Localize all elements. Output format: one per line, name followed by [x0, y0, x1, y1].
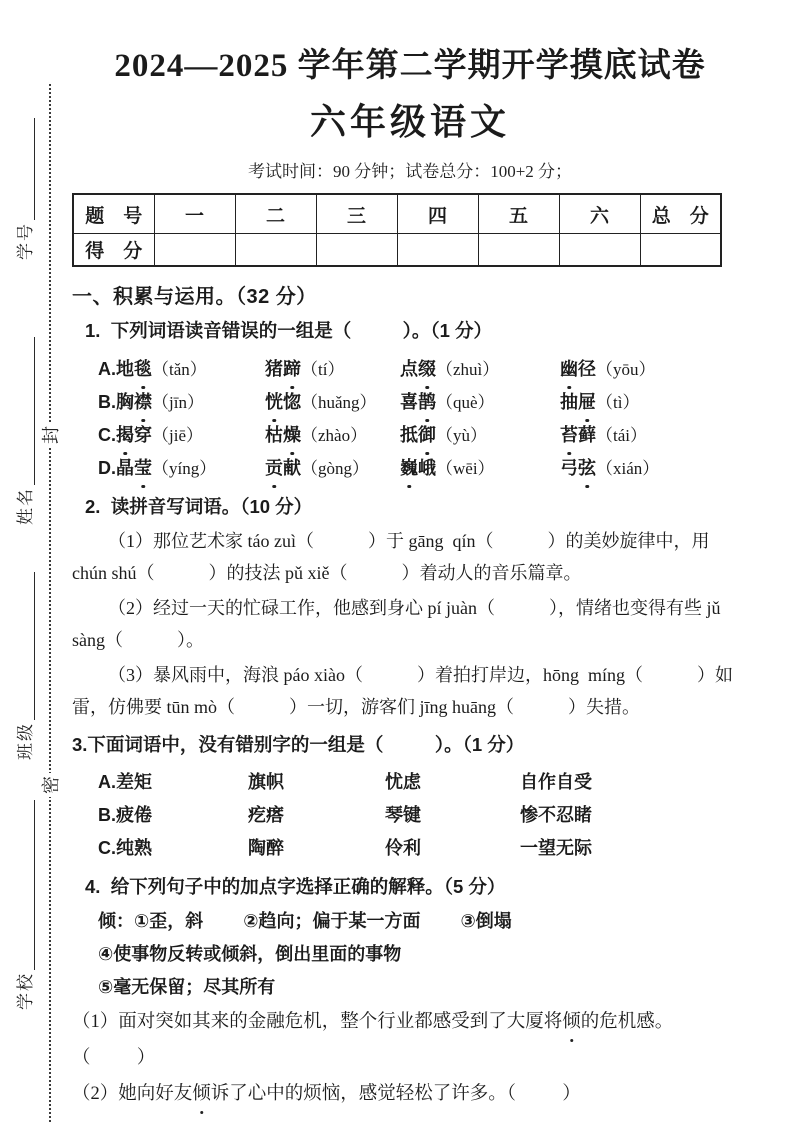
- dotted-char: 巍: [400, 452, 418, 485]
- dotted-char: 鹊: [418, 386, 436, 419]
- dotted-char: 莹: [134, 452, 152, 485]
- word-post: 惚: [283, 392, 301, 413]
- word-plain: B.疲倦: [98, 805, 152, 826]
- word-pre: 弓: [560, 458, 578, 479]
- word-post: 峨: [418, 458, 436, 479]
- field-label: 班级: [16, 722, 36, 760]
- word-item: [400, 353, 560, 386]
- word-pre: 猪: [265, 359, 283, 380]
- field-label: 姓名: [16, 487, 36, 525]
- pinyin: （tái）: [596, 426, 647, 446]
- pinyin: （tí）: [301, 360, 345, 380]
- pinyin: （què）: [436, 393, 495, 413]
- score-header-cell: 四: [397, 194, 478, 234]
- word-pre: 枯: [265, 425, 283, 446]
- word-pre: A.地: [98, 359, 134, 380]
- score-table-score-row: [73, 234, 721, 267]
- q1-option-row-c: [98, 419, 748, 452]
- word-item: [560, 419, 748, 452]
- q2-stem: 2. 读拼音写词语。（10 分）: [85, 496, 313, 518]
- dotted-char: 幽: [560, 353, 578, 386]
- pinyin: （zhào）: [301, 426, 368, 446]
- field-student-name: [12, 329, 38, 525]
- dotted-char: 倾: [562, 1006, 581, 1039]
- word-post: 径: [578, 359, 596, 380]
- dotted-char: 蹄: [283, 353, 301, 386]
- dotted-char: 恍: [265, 386, 283, 419]
- field-blank-line: [18, 118, 35, 220]
- pinyin: （yōu）: [596, 360, 656, 380]
- word-plain: 疙瘩: [248, 805, 284, 826]
- q2-paragraph-3: （3）暴风雨中，海浪 páo xiào（ ）着拍打岸边，hōng míng（ ）如雷，仿佛要 tūn mò（ ）一切，游客们 jīng huāng（ ）失措。: [72, 665, 733, 718]
- word-item: [265, 452, 400, 485]
- q3-option-row-c: [98, 832, 748, 865]
- field-label: 学校: [16, 972, 36, 1010]
- dotted-char: 毯: [134, 353, 152, 386]
- pinyin: （gòng）: [301, 459, 369, 479]
- word-item: [560, 386, 748, 419]
- word-item: [400, 386, 560, 419]
- word-plain: 自作自受: [520, 772, 592, 793]
- sentence-pre: （1）面对突如其来的金融危机，整个行业都感受到了大厦将: [72, 1012, 563, 1033]
- pinyin: （yù）: [436, 426, 487, 446]
- word-plain: 伶利: [385, 838, 421, 859]
- word-pre: B.胸: [98, 392, 134, 413]
- word-item: [98, 386, 265, 419]
- exam-subtitle: 六年级语文: [309, 102, 510, 143]
- field-class: [12, 564, 38, 760]
- score-header-cell: 总 分: [640, 194, 721, 234]
- word-item: [560, 353, 748, 386]
- word-post: 藓: [578, 425, 596, 446]
- word-post: 献: [283, 458, 301, 479]
- word-item: [265, 386, 400, 419]
- q2-paragraph-1: （1）那位艺术家 táo zuì（ ）于 gāng qín（ ）的美妙旋律中，用 chún shú（ ）的技法 pǔ xiě（ ）着动人的音乐篇章。: [72, 531, 714, 584]
- pinyin: （wēi）: [436, 459, 495, 479]
- word-item: [98, 419, 265, 452]
- q4-sentence-1: [72, 1006, 748, 1039]
- score-table: [72, 193, 722, 267]
- score-header-cell: 一: [154, 194, 235, 234]
- dotted-char: 贡: [265, 452, 283, 485]
- field-school: [12, 790, 38, 1010]
- dotted-char: 屉: [578, 386, 596, 419]
- word-item: [400, 419, 560, 452]
- q4-sentence-2: [72, 1078, 748, 1111]
- word-item: [265, 353, 400, 386]
- word-item: [560, 452, 748, 485]
- exam-body: [72, 46, 748, 1111]
- q3-option-row-a: [98, 766, 748, 799]
- word-pre: C.: [98, 425, 116, 446]
- score-input-cell: [397, 234, 478, 267]
- word-plain: 一望无际: [520, 838, 592, 859]
- word-pre: 抵: [400, 425, 418, 446]
- section-heading: 一、积累与运用。（32 分）: [72, 286, 317, 309]
- page-title: 2024—2025 学年第二学期开学摸底试卷: [114, 48, 706, 84]
- sentence-pre: （2）她向好友: [72, 1084, 193, 1105]
- q4-definition-line-2: ④使事物反转或倾斜，倒出里面的事物: [98, 944, 402, 965]
- word-item: [98, 452, 265, 485]
- q2-paragraph-2: （2）经过一天的忙碌工作，他感到身心 pí juàn（ ），情绪也变得有些 jǔ sàng（ ）。: [72, 598, 725, 651]
- score-input-cell: [154, 234, 235, 267]
- seal-margin: [0, 0, 64, 1122]
- seal-dotted-line: [49, 84, 51, 1122]
- word-pre: 喜: [400, 392, 418, 413]
- dotted-char: 揭: [116, 419, 134, 452]
- pinyin: （yíng）: [152, 459, 217, 479]
- word-item: [265, 419, 400, 452]
- word-post: 穿: [134, 425, 152, 446]
- q3-option-row-b: [98, 799, 748, 832]
- field-blank-line: [18, 800, 35, 970]
- dotted-char: 苔: [560, 419, 578, 452]
- seal-char-mi: 密: [39, 773, 63, 797]
- seal-char-feng: 封: [39, 423, 63, 447]
- sentence-post: 诉了心中的烦恼，感觉轻松了许多。（ ）: [210, 1084, 581, 1105]
- q1-option-row-d: [98, 452, 748, 485]
- pinyin: （xián）: [596, 459, 660, 479]
- dotted-char: 襟: [134, 386, 152, 419]
- word-plain: A.差矩: [98, 772, 152, 793]
- word-pre: 点: [400, 359, 418, 380]
- score-input-cell: [235, 234, 316, 267]
- q4-stem: 4. 给下列句子中的加点字选择正确的解释。（5 分）: [85, 876, 506, 898]
- field-blank-line: [18, 572, 35, 720]
- word-plain: 忧虑: [385, 772, 421, 793]
- word-plain: 陶醉: [248, 838, 284, 859]
- word-item: [98, 353, 265, 386]
- score-header-cell: 二: [235, 194, 316, 234]
- q4-definition-line-3: ⑤毫无保留；尽其所有: [98, 977, 276, 998]
- pinyin: （zhuì）: [436, 360, 500, 380]
- dotted-char: 燥: [283, 419, 301, 452]
- sentence-post: 的危机感。: [580, 1012, 674, 1033]
- field-label: 学号: [16, 222, 36, 260]
- word-plain: C.纯熟: [98, 838, 152, 859]
- word-plain: 旗帜: [248, 772, 284, 793]
- word-plain: 琴键: [385, 805, 421, 826]
- q1-stem: 1. 下列词语读音错误的一组是（ ）。（1 分）: [85, 320, 493, 342]
- exam-info-line: 考试时间：90 分钟；试卷总分：100+2 分；: [247, 162, 573, 182]
- pinyin: （tì）: [596, 393, 640, 413]
- word-item: [400, 452, 560, 485]
- word-pre: 抽: [560, 392, 578, 413]
- score-input-cell: [640, 234, 721, 267]
- score-input-cell: [316, 234, 397, 267]
- q3-stem: 3.下面词语中，没有错别字的一组是（ ）。（1 分）: [72, 734, 525, 756]
- pinyin: （jiē）: [152, 426, 203, 446]
- score-header-cell: 三: [316, 194, 397, 234]
- q1-option-row-b: [98, 386, 748, 419]
- field-blank-line: [18, 337, 35, 485]
- word-plain: 惨不忍睹: [520, 805, 592, 826]
- word-pre: D.晶: [98, 458, 134, 479]
- pinyin: （tǎn）: [152, 360, 207, 380]
- score-table-header-row: [73, 194, 721, 234]
- dotted-char: 弦: [578, 452, 596, 485]
- score-input-cell: [478, 234, 559, 267]
- q4-sentence-1-answer-bracket: （ ）: [72, 1048, 156, 1069]
- score-header-cell: 六: [559, 194, 640, 234]
- field-student-id: [12, 110, 38, 260]
- score-header-cell: 题 号: [73, 194, 154, 234]
- pinyin: （jīn）: [152, 393, 204, 413]
- dotted-char: 御: [418, 419, 436, 452]
- dotted-char: 倾: [192, 1078, 211, 1111]
- score-input-cell: [559, 234, 640, 267]
- dotted-char: 缀: [418, 353, 436, 386]
- q4-definition-line-1: 倾：①歪，斜 ②趋向；偏于某一方面 ③倒塌: [98, 911, 512, 932]
- pinyin: （huǎng）: [301, 393, 377, 413]
- q1-option-row-a: [98, 353, 748, 386]
- score-header-cell: 五: [478, 194, 559, 234]
- score-row-label: 得 分: [73, 234, 154, 267]
